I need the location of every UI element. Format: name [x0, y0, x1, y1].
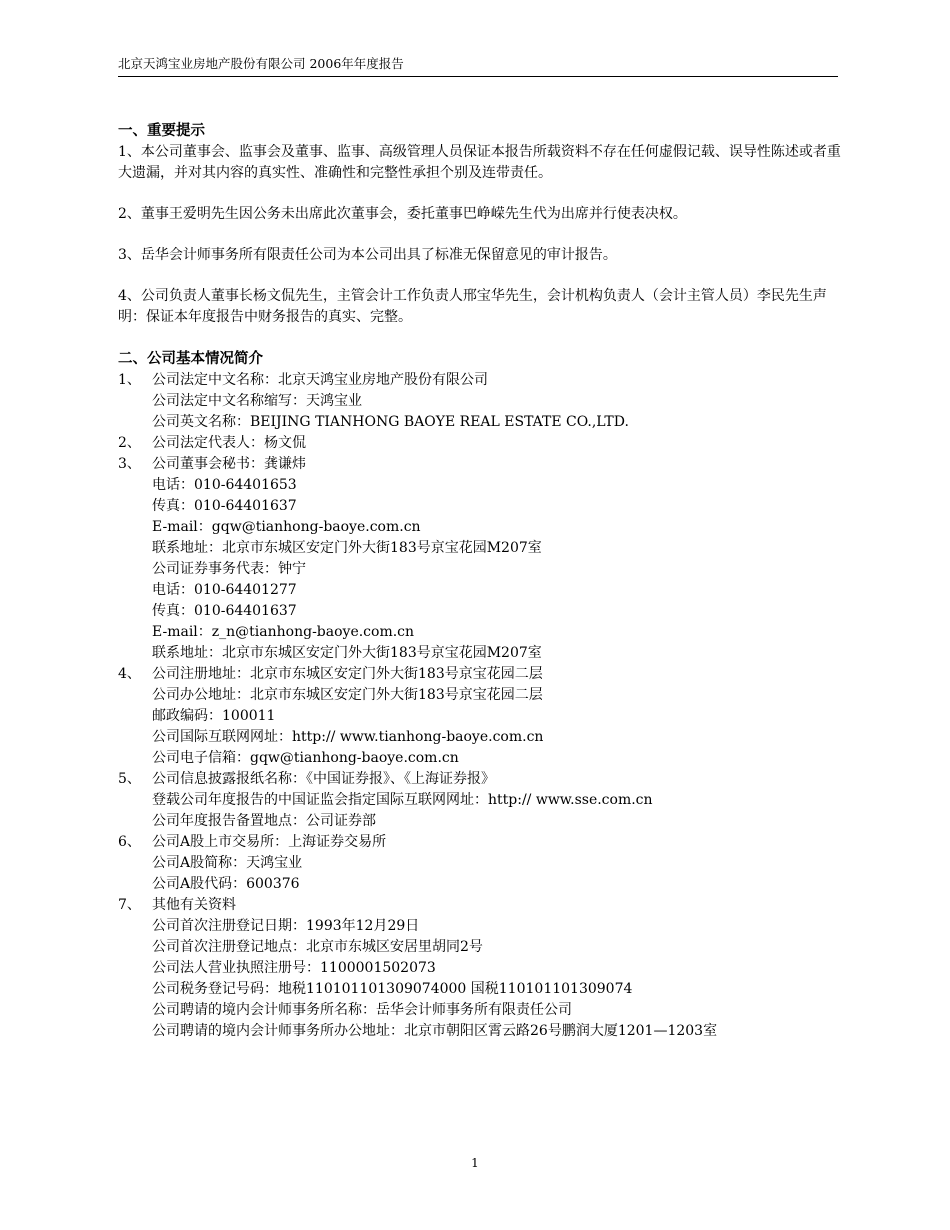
- list-item: [118, 895, 843, 916]
- list-item-text: 公司董事会秘书：龚谦炜: [152, 456, 306, 472]
- list-item-detail: 公司法定中文名称缩写：天鸿宝业: [152, 393, 362, 409]
- list-item-detail: 公司证券事务代表：钟宁: [152, 561, 306, 577]
- list-item-number: 6、: [118, 834, 141, 850]
- list-item: [118, 664, 843, 685]
- list-item-text: 公司A股上市交易所：上海证券交易所: [152, 834, 387, 850]
- document-body: [118, 120, 843, 1042]
- list-item-text: 公司注册地址：北京市东城区安定门外大街183号京宝花园二层: [152, 666, 543, 682]
- list-item-detail: 公司电子信箱：gqw@tianhong-baoye.com.cn: [152, 750, 459, 766]
- list-item-detail: 公司国际互联网网址：http:// www.tianhong-baoye.com.cn: [152, 729, 544, 745]
- list-item-detail: 传真：010-64401637: [152, 498, 297, 514]
- list-item-text: 公司信息披露报纸名称：《中国证券报》、《上海证券报》: [152, 771, 495, 787]
- list-item-detail: 电话：010-64401653: [152, 477, 297, 493]
- list-item-detail: 公司首次注册登记日期：1993年12月29日: [152, 918, 420, 934]
- list-item-text: 公司法定代表人：杨文侃: [152, 435, 306, 451]
- section-2-heading: 二、公司基本情况简介: [118, 350, 263, 367]
- list-item: [118, 433, 843, 454]
- list-item-detail: 公司税务登记号码：地税110101101309074000 国税110101101309074: [152, 981, 633, 997]
- notice-paragraph: 3、岳华会计师事务所有限责任公司为本公司出具了标准无保留意见的审计报告。: [118, 247, 617, 263]
- list-item-detail: 公司法人营业执照注册号：1100001502073: [152, 960, 436, 976]
- company-info-list: [118, 370, 843, 1042]
- list-item-number: 1、: [118, 372, 141, 388]
- list-item-number: 5、: [118, 771, 141, 787]
- section-1-heading: 一、重要提示: [118, 122, 205, 139]
- notice-paragraph: 2、董事王爱明先生因公务未出席此次董事会，委托董事巴峥嵘先生代为出席并行使表决权。: [118, 206, 687, 222]
- list-item-detail: 公司英文名称：BEIJING TIANHONG BAOYE REAL ESTATE CO.,LTD.: [152, 414, 629, 430]
- list-item-detail: 公司办公地址：北京市东城区安定门外大街183号京宝花园二层: [152, 687, 543, 703]
- list-item-detail: 公司首次注册登记地点：北京市东城区安居里胡同2号: [152, 939, 483, 955]
- list-item-detail: 传真：010-64401637: [152, 603, 297, 619]
- list-item-detail: E-mail：gqw@tianhong-baoye.com.cn: [152, 519, 421, 535]
- list-item-text: 其他有关资料: [152, 897, 236, 913]
- list-item: [118, 769, 843, 790]
- notice-paragraph: 1、本公司董事会、监事会及董事、监事、高级管理人员保证本报告所载资料不存在任何虚假记载、误导性陈述或者重大遗漏，并对其内容的真实性、准确性和完整性承担个别及连带责任。: [118, 144, 841, 181]
- list-item-detail: 公司A股代码：600376: [152, 876, 300, 892]
- list-item-detail: 公司聘请的境内会计师事务所名称：岳华会计师事务所有限责任公司: [152, 1002, 572, 1018]
- notice-paragraph: 4、公司负责人董事长杨文侃先生，主管会计工作负责人邢宝华先生，会计机构负责人（会计主管人员）李民先生声明：保证本年度报告中财务报告的真实、完整。: [118, 288, 827, 325]
- list-item-detail: 公司聘请的境内会计师事务所办公地址：北京市朝阳区霄云路26号鹏润大厦1201—1203室: [152, 1023, 718, 1039]
- list-item-detail: 联系地址：北京市东城区安定门外大街183号京宝花园M207室: [152, 645, 542, 661]
- list-item-detail: 登载公司年度报告的中国证监会指定国际互联网网址：http:// www.sse.com.cn: [152, 792, 653, 808]
- list-item-detail: 公司年度报告备置地点：公司证券部: [152, 813, 376, 829]
- list-item-detail: 公司A股简称：天鸿宝业: [152, 855, 303, 871]
- list-item-detail: 联系地址：北京市东城区安定门外大街183号京宝花园M207室: [152, 540, 542, 556]
- list-item-text: 公司法定中文名称：北京天鸿宝业房地产股份有限公司: [152, 372, 488, 388]
- list-item-number: 7、: [118, 897, 141, 913]
- list-item-detail: 电话：010-64401277: [152, 582, 297, 598]
- list-item-detail: 邮政编码：100011: [152, 708, 276, 724]
- list-item-number: 2、: [118, 435, 141, 451]
- list-item: [118, 454, 843, 475]
- list-item: [118, 832, 843, 853]
- list-item: [118, 370, 843, 391]
- page-header: 北京天鸿宝业房地产股份有限公司 2006年年度报告: [118, 56, 838, 77]
- list-item-number: 4、: [118, 666, 141, 682]
- page-number: 1: [471, 1156, 479, 1170]
- list-item-detail: E-mail：z_n@tianhong-baoye.com.cn: [152, 624, 415, 640]
- list-item-number: 3、: [118, 456, 141, 472]
